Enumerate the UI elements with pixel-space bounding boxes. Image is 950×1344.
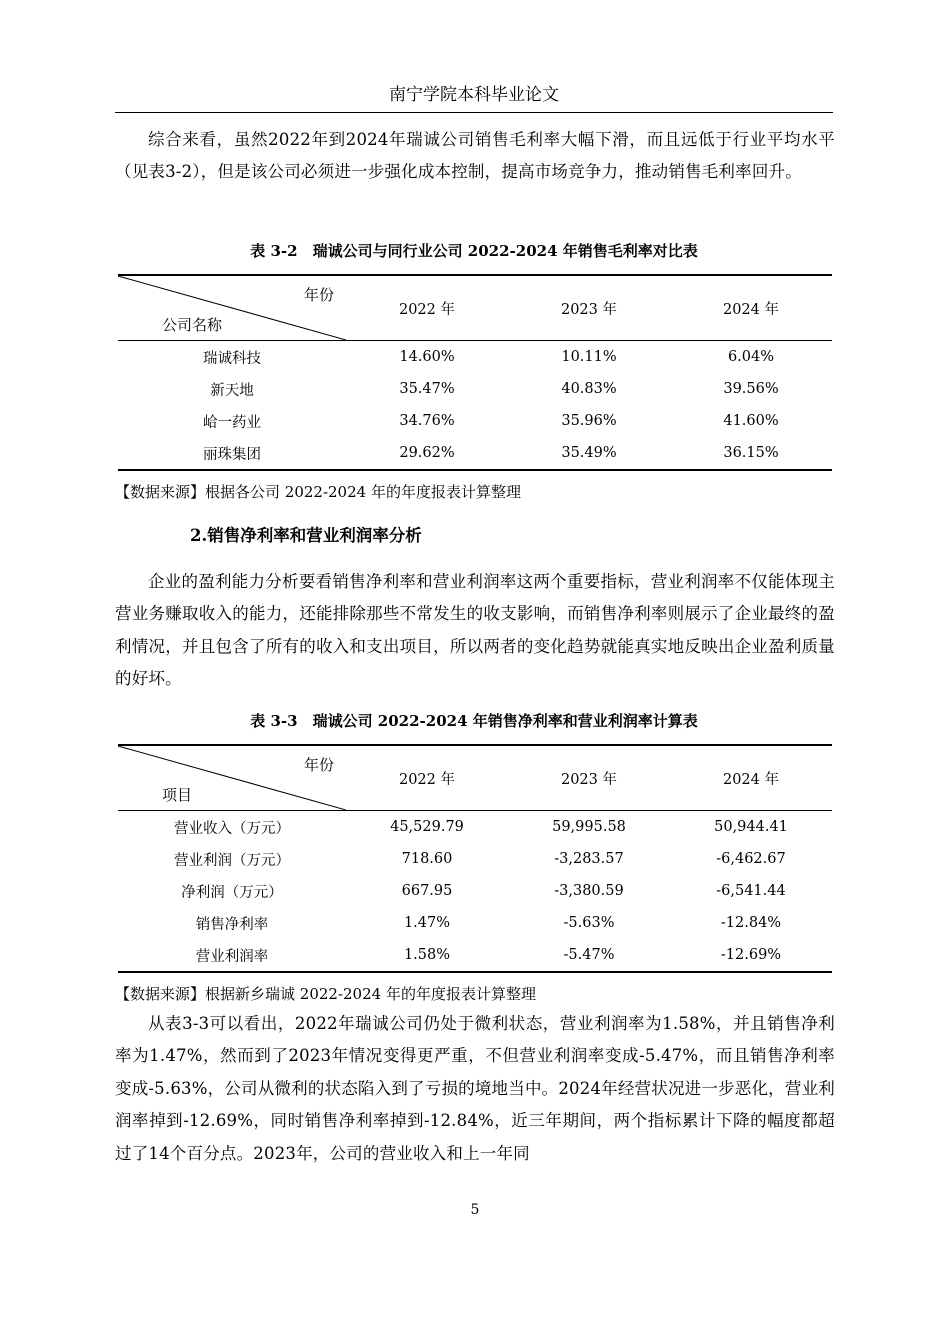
gross-margin-comparison-table (118, 274, 832, 471)
table-cell: 10.11% (561, 349, 617, 365)
year-header: 2023 年 (508, 745, 670, 811)
page-number: 5 (470, 1202, 480, 1218)
table-cell: -12.69% (670, 939, 832, 972)
row-label: 净利润（万元） (181, 884, 283, 901)
table-cell: 1.58% (346, 939, 508, 972)
row-label: 营业收入（万元） (174, 820, 290, 837)
table-row (118, 405, 832, 437)
diagonal-header-cell (118, 275, 346, 341)
table-cell: 1.47% (403, 915, 451, 931)
table-cell: 34.76% (399, 413, 455, 429)
table-cell: 36.15% (670, 437, 832, 470)
table-cell: 29.62% (346, 437, 508, 470)
table-row (118, 843, 832, 875)
table-row (118, 437, 832, 470)
table-cell: 41.60% (723, 413, 779, 429)
year-header: 2023 年 (508, 275, 670, 341)
table-cell: -5.63% (563, 915, 615, 931)
diagonal-header-cell (118, 745, 346, 811)
row-label: 营业利润（万元） (174, 852, 290, 869)
row-label: 瑞诚科技 (203, 350, 261, 367)
paragraph-summary: 综合来看，虽然2022年到2024年瑞诚公司销售毛利率大幅下滑，而且远低于行业平均水平（见表3-2），但是该公司必须进一步强化成本控制，提高市场竞争力，推动销售毛利率回升。 (115, 130, 835, 182)
table-row (118, 341, 832, 374)
table-row (118, 907, 832, 939)
year-header: 2024 年 (670, 275, 832, 341)
table-cell: -3,283.57 (554, 851, 624, 867)
row-label: 丽珠集团 (118, 437, 346, 470)
paragraph-interpretation: 从表3-3可以看出，2022年瑞诚公司仍处于微利状态，营业利润率为1.58%，并且销售净利率为1.47%，然而到了2023年情况变得更严重，不但营业利润率变成-5.47%，而且销售净利率变成-5.63%，公司从微利的状态陷入到了亏损的境地当中。2024年经营状况进一步恶化，营业利润率掉到-12.69%，同时销售净利率掉到-12.84%，近三年期间，两个指标累计下降的幅度都超过了14个百分点。2023年，公司的营业收入和上一年同 (115, 1014, 835, 1163)
table-cell: 40.83% (561, 381, 617, 397)
table-cell: -12.84% (720, 915, 782, 931)
year-header: 2022 年 (346, 275, 508, 341)
paragraph-analysis: 企业的盈利能力分析要看销售净利率和营业利润率这两个重要指标，营业利润率不仅能体现主营业务赚取收入的能力，还能排除那些不常发生的收支影响，而销售净利率则展示了企业最终的盈利情况，并且包含了所有的收入和支出项目，所以两者的变化趋势就能真实地反映出企业盈利质量的好坏。 (115, 572, 835, 689)
table-cell: 35.96% (561, 413, 617, 429)
table-cell: 50,944.41 (714, 819, 788, 835)
table-cell: 667.95 (401, 883, 453, 899)
table-cell: 45,529.79 (390, 819, 464, 835)
table-cell: 59,995.58 (552, 819, 626, 835)
profit-margin-calculation-table (118, 744, 832, 973)
table-cell: 14.60% (399, 349, 455, 365)
table-3-3-source: 【数据来源】根据新乡瑞诚 2022-2024 年的年度报表计算整理 (115, 985, 536, 1003)
table-cell: -3,380.59 (554, 883, 624, 899)
corner-label-year: 年份 (304, 756, 335, 774)
table-cell: 39.56% (723, 381, 779, 397)
section-heading: 2.销售净利率和营业利润率分析 (190, 526, 422, 545)
table-3-2-source: 【数据来源】根据各公司 2022-2024 年的年度报表计算整理 (115, 483, 521, 501)
row-label: 销售净利率 (195, 916, 269, 933)
table-cell: 35.47% (399, 381, 455, 397)
running-header: 南宁学院本科毕业论文 (389, 85, 559, 105)
table-cell: 35.49% (508, 437, 670, 470)
table-3-3-caption: 表 3-3 瑞诚公司 2022-2024 年销售净利率和营业利润率计算表 (250, 712, 698, 730)
table-row (118, 939, 832, 972)
table-cell: -6,462.67 (716, 851, 786, 867)
table-row (118, 373, 832, 405)
corner-label-year: 年份 (304, 286, 335, 304)
table-cell: 6.04% (727, 349, 775, 365)
corner-label-company: 公司名称 (162, 316, 223, 334)
year-header: 2024 年 (670, 745, 832, 811)
table-cell: 718.60 (401, 851, 453, 867)
year-header: 2022 年 (346, 745, 508, 811)
table-row (118, 811, 832, 844)
row-label: 营业利润率 (118, 939, 346, 972)
table-row (118, 875, 832, 907)
table-cell: -6,541.44 (716, 883, 786, 899)
table-header-row (118, 275, 832, 341)
row-label: 新天地 (210, 382, 254, 399)
row-label: 峆一药业 (203, 414, 261, 431)
corner-label-item: 项目 (162, 786, 193, 804)
table-cell: -5.47% (508, 939, 670, 972)
table-header-row (118, 745, 832, 811)
table-3-2-caption: 表 3-2 瑞诚公司与同行业公司 2022-2024 年销售毛利率对比表 (250, 242, 698, 260)
header-rule (115, 112, 833, 113)
